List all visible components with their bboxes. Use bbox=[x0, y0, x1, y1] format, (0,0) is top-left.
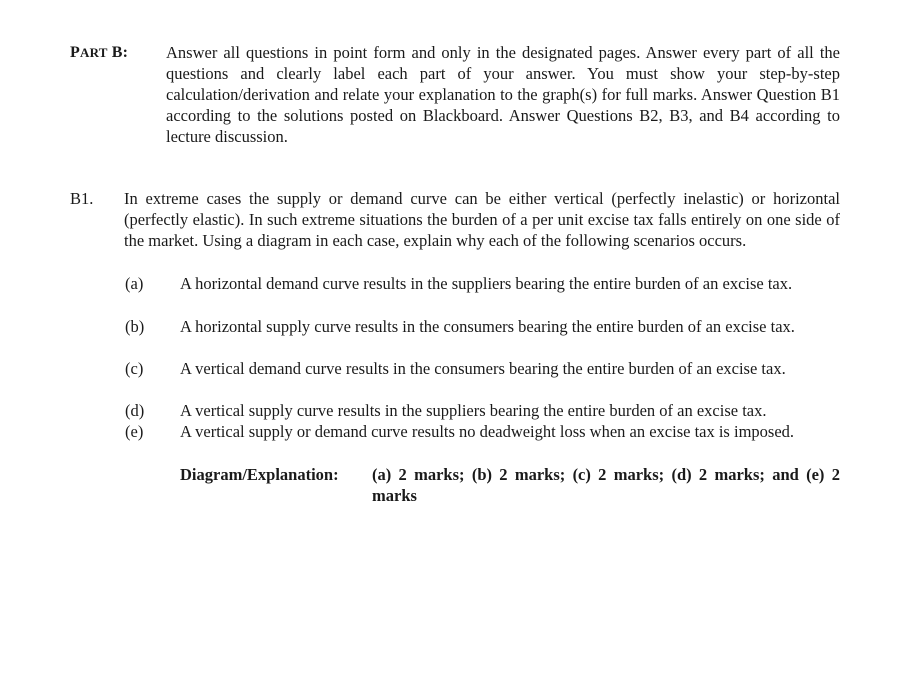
marks-label: Diagram/Explanation: bbox=[180, 465, 339, 484]
part-b-instructions: Answer all questions in point form and only in the designated pages. Answer every part of all the questions and clearly label each part of your answer. You must show your step-by-step calculation/derivation and relate your explanation to the graph(s) for full marks. Answer Question B1 according to the solutions posted on Blackboard. Answer Questions B2, B3, and B4 according to lecture discussion. bbox=[166, 43, 840, 146]
part-b-heading: PART B: bbox=[70, 44, 129, 61]
question-b1-label: B1. bbox=[70, 189, 94, 208]
item-label: (d) bbox=[125, 401, 145, 420]
item-text: A vertical demand curve results in the consumers bearing the entire burden of an excise tax. bbox=[180, 359, 786, 378]
item-text: A vertical supply curve results in the suppliers bearing the entire burden of an excise tax. bbox=[180, 401, 767, 420]
item-label: (b) bbox=[125, 317, 145, 336]
item-text: A horizontal supply curve results in the consumers bearing the entire burden of an excise tax. bbox=[180, 317, 795, 336]
item-label: (e) bbox=[125, 422, 144, 441]
item-label: (c) bbox=[125, 359, 144, 378]
question-b1-intro: In extreme cases the supply or demand curve can be either vertical (perfectly inelastic) or horizontal (perfectly elastic). In such extreme situations the burden of a per unit excise tax falls entirely on one side of the market. Using a diagram in each case, explain why each of the following scenarios occurs. bbox=[124, 189, 840, 250]
item-label: (a) bbox=[125, 274, 144, 293]
marks-breakdown: (a) 2 marks; (b) 2 marks; (c) 2 marks; (d) 2 marks; and (e) 2 marks bbox=[372, 465, 840, 505]
item-text: A vertical supply or demand curve results no deadweight loss when an excise tax is imposed. bbox=[180, 422, 795, 441]
item-text: A horizontal demand curve results in the suppliers bearing the entire burden of an excise tax. bbox=[180, 274, 793, 293]
